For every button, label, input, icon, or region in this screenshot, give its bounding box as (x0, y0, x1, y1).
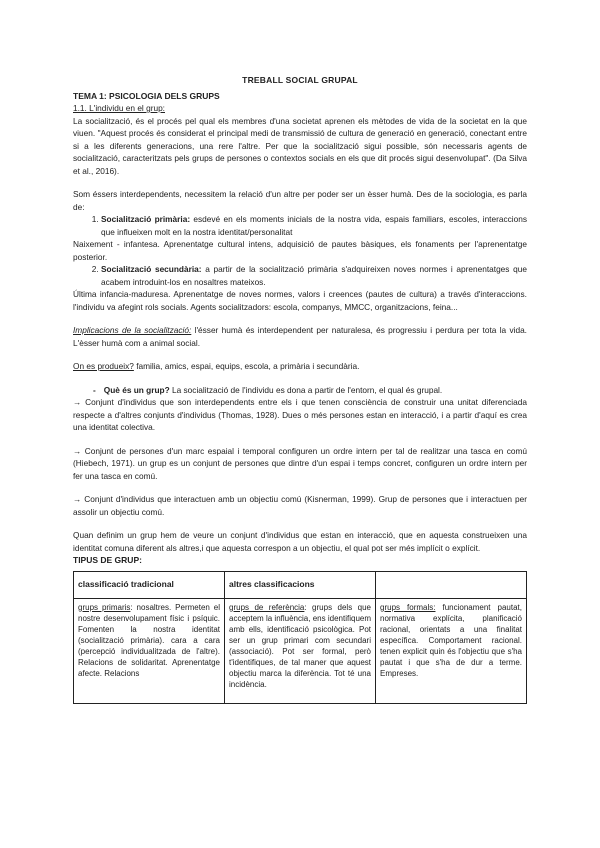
table-cell-formal-groups: grups formals: funcionament pautat, normativa explícita, planificació racional, orientats a una finalitat específica. Comportament racional. tenen explicit quin és l'objectiu que s'ha pautat i que s'ha de dur a terme. Empreses. (376, 598, 527, 703)
paragraph-socialization: La socialització, és el procés pel qual els membres d'una societat aprenen els mètodes de vida de la societat en la que viuen. "Aquest procés és considerat el principal medi de transmissió de cultura de generació en generació, conectant entre si a les diferents generacions, una rere l'altre. Per que la socialització sigui possible, són necessaris agents de socialització, caracteritzats pels grups de persones o contextos socials en els que dit procés sigui desenvolupat". (Da Silva et al., 2016). (73, 115, 527, 176)
paragraph-interdependent: Som éssers interdependents, necessitem la relació d'un altre per poder ser un èsser humà. Des de la sociologia, es parla de: (73, 189, 527, 212)
table-header: altres classificacions (225, 571, 376, 598)
table-row (74, 598, 527, 703)
document-page (73, 74, 527, 704)
bullet-what-is-group: - Què és un grup? La socialització de l'individu es dona a partir de l'entorn, el qual és grupal. (93, 384, 443, 395)
table-cell-primary-groups: grups primaris: nosaltres. Permeten el nostre desenvolupament físic i psíquic. Fomenten la nostra identitat (socialització primària). cara a cara (percepció individualitzada de l'altre). Relacions de solidaritat. Aprenentatge afecte. Relacions (74, 598, 225, 703)
definition-thomas: → Conjunt d'individus que son interdependents entre els i que tenen consciència de construir una unitat diferenciada respecte a d'altres conjunts d'individus (Thomas, 1928). Dues o més persones estan en interacció, i a partir d'aquí es crea una identitat colectiva. (73, 397, 527, 432)
paragraph-childhood: Naixement - infantesa. Aprenentatge cultural intens, adquisició de pautes bàsiques, els fonaments per l'aprenentatge posterior. (73, 239, 527, 262)
group-types-table (73, 571, 527, 704)
socialization-list-2 (73, 263, 527, 288)
table-cell-reference-groups: grups de referència: grups dels que acceptem la influència, ens identifiquem amb ells, identificació psicològica. Pot ser un grup primari com secundari (associació). Pot ser formal, però t'identifiques, de tal maner que aquest objectiu marca la diferència. Tot té una incidència. (225, 598, 376, 703)
topic-heading: TEMA 1: PSICOLOGIA DELS GRUPS (73, 90, 220, 101)
list-item-primary: 1. Socialització primària: esdevé en els moments inicials de la nostra vida, espais familiars, escoles, interaccions que influeixen molt en la nostra identitat/personalitat (101, 213, 527, 238)
table-header-row (74, 571, 527, 598)
definition-hiebech: → Conjunt de persones d'un marc espaial i temporal configuren un ordre intern per tal de realitzar una tasca en comú (Hiebech, 1971). un grup es un conjunt de persones que dintre d'un espai i temps concret, configuren un ordre intern per fer una tasca en comú. (73, 445, 527, 481)
paragraph-where: On es produeix? familia, amics, espai, equips, escola, a primària i secundària. (73, 361, 360, 371)
table-header: classificació tradicional (74, 571, 225, 598)
paragraph-maturity: Última infancia-maduresa. Aprenentatge de noves normes, valors i creences (pautes de cultura) a través d'interaccions. l'individu va afegint rols socials. Agents socialitzadors: escola, companys, MMCC, organitzacions, feina... (73, 289, 527, 312)
paragraph-group-definition: Quan definim un grup hem de veure un conjunt d'individus que estan en interacció, que en aquesta construeixen una identitat comuna diferent als altres,i que aquesta correspon a un objectiu, el qual pot ser més implícit o explícit. (73, 530, 527, 553)
definition-kisnerman: → Conjunt d'individus que interactuen amb un objectiu comú (Kisnerman, 1999). Grup de persones que i interactuen per assolir un objectiu comú. (73, 494, 527, 517)
document-title: TREBALL SOCIAL GRUPAL (242, 75, 358, 85)
list-item-secondary: 2. Socialització secundària: a partir de la socialització primària s'adquireixen noves normes i aprenentatges que acabem introduint-los en nosaltres mateixos. (101, 263, 527, 288)
paragraph-implications: Implicacions de la socialització: l'ésser humà és interdependent per naturalesa, és progressiu i perdura per tota la vida. L'èsser humà com a animal social. (73, 325, 527, 348)
section-heading: 1.1. L'individu en el grup: (73, 103, 165, 113)
table-header (376, 571, 527, 598)
socialization-list (73, 213, 527, 238)
bullet-dash: - (93, 384, 96, 395)
group-types-heading: TIPUS DE GRUP: (73, 555, 142, 565)
